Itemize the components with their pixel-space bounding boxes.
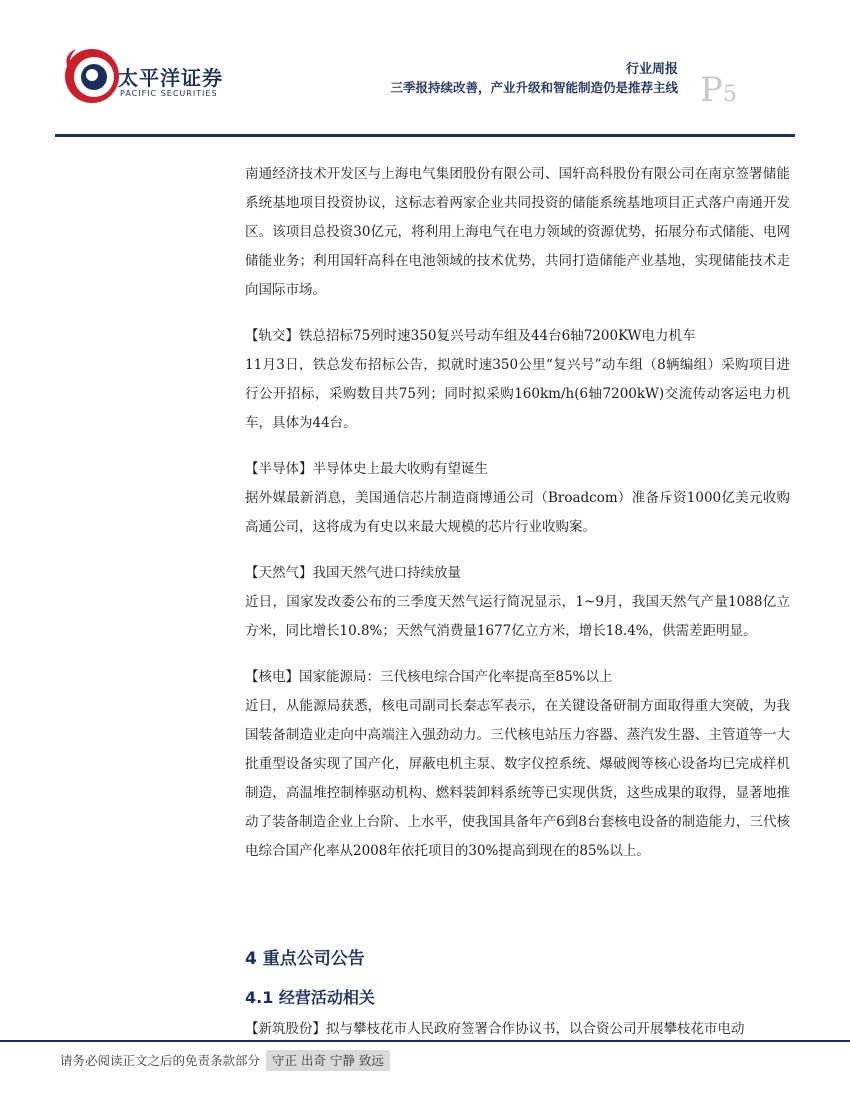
company-motto: 守正 出奇 宁静 致远 (266, 1050, 390, 1071)
footer-divider (0, 1040, 850, 1042)
intro-paragraph: 南通经济技术开发区与上海电气集团股份有限公司、国轩高科股份有限公司在南京签署储能系统基地项目投资协议，这标志着两家企业共同投资的储能系统基地项目正式落户南通开发区。该项目总投资30亿元，将利用上海电气在电力领域的资源优势，拓展分布式储能、电网储能业务；利用国轩高科在电池领域的技术优势，共同打造储能产业基地，实现储能技术走向国际市场。 (245, 166, 790, 298)
news-body-semiconductor: 据外媒最新消息，美国通信芯片制造商博通公司（Broadcom）准备斥资1000亿美元收购高通公司，这将成为有史以来最大规模的芯片行业收购案。 (245, 490, 790, 535)
page-header (0, 0, 850, 140)
brand-name-en: PACIFIC SECURITIES (120, 89, 218, 98)
header-divider (55, 134, 795, 137)
news-head-natural-gas: 【天然气】我国天然气进口持续放量 (245, 565, 461, 581)
news-body-nuclear: 近日，从能源局获悉，核电司副司长秦志军表示，在关键设备研制方面取得重大突破，为我国装备制造业走向中高端注入强劲动力。三代核电站压力容器、蒸汽发生器、主管道等一大批重型设备实现了国产化，屏蔽电机主泵、数字仪控系统、爆破阀等核心设备均已完成样机制造，高温堆控制棒驱动机构、燃料装卸料系统等已实现供货，这些成果的取得，显著地推动了装备制造企业上台阶、上水平，使我国具备年产6到8台套核电设备的制造能力，三代核电综合国产化率从2008年依托项目的30%提高到现在的85%以上。 (245, 698, 790, 859)
brand-name-cn: 太平洋证券 (118, 66, 223, 90)
pacific-securities-logo-icon (62, 46, 122, 106)
news-head-rail: 【轨交】铁总招标75列时速350复兴号动车组及44台6轴7200KW电力机车 (245, 328, 696, 344)
main-content (245, 160, 790, 866)
news-head-nuclear: 【核电】国家能源局：三代核电综合国产化率提高至85%以上 (245, 669, 613, 685)
report-type: 行业周报 (625, 62, 678, 77)
company-announcement-item: 【新筑股份】拟与攀枝花市人民政府签署合作协议书，以合资公司开展攀枝花市电动 (245, 1021, 745, 1037)
page-number-prefix: P (700, 70, 723, 110)
news-head-semiconductor: 【半导体】半导体史上最大收购有望诞生 (245, 461, 488, 477)
page-footer (60, 1050, 390, 1071)
disclaimer-note: 请务必阅读正文之后的免责条款部分 (60, 1053, 261, 1068)
section-heading-4: 4 重点公司公告 (245, 949, 365, 969)
page-number (700, 70, 737, 110)
section-heading-4-1: 4.1 经营活动相关 (245, 988, 375, 1007)
news-body-rail: 11月3日，铁总发布招标公告，拟就时速350公里“复兴号”动车组（8辆编组）采购项目进行公开招标，采购数目共75列；同时拟采购160km/h(6轴7200kW)交流传动客运电力机车，具体为44台。 (245, 357, 790, 431)
news-body-natural-gas: 近日，国家发改委公布的三季度天然气运行简况显示，1~9月，我国天然气产量1088亿立方米，同比增长10.8%；天然气消费量1677亿立方米，增长18.4%，供需差距明显。 (245, 594, 790, 639)
page-number-value: 5 (722, 82, 737, 107)
report-title: 三季报持续改善，产业升级和智能制造仍是推荐主线 (390, 80, 678, 95)
